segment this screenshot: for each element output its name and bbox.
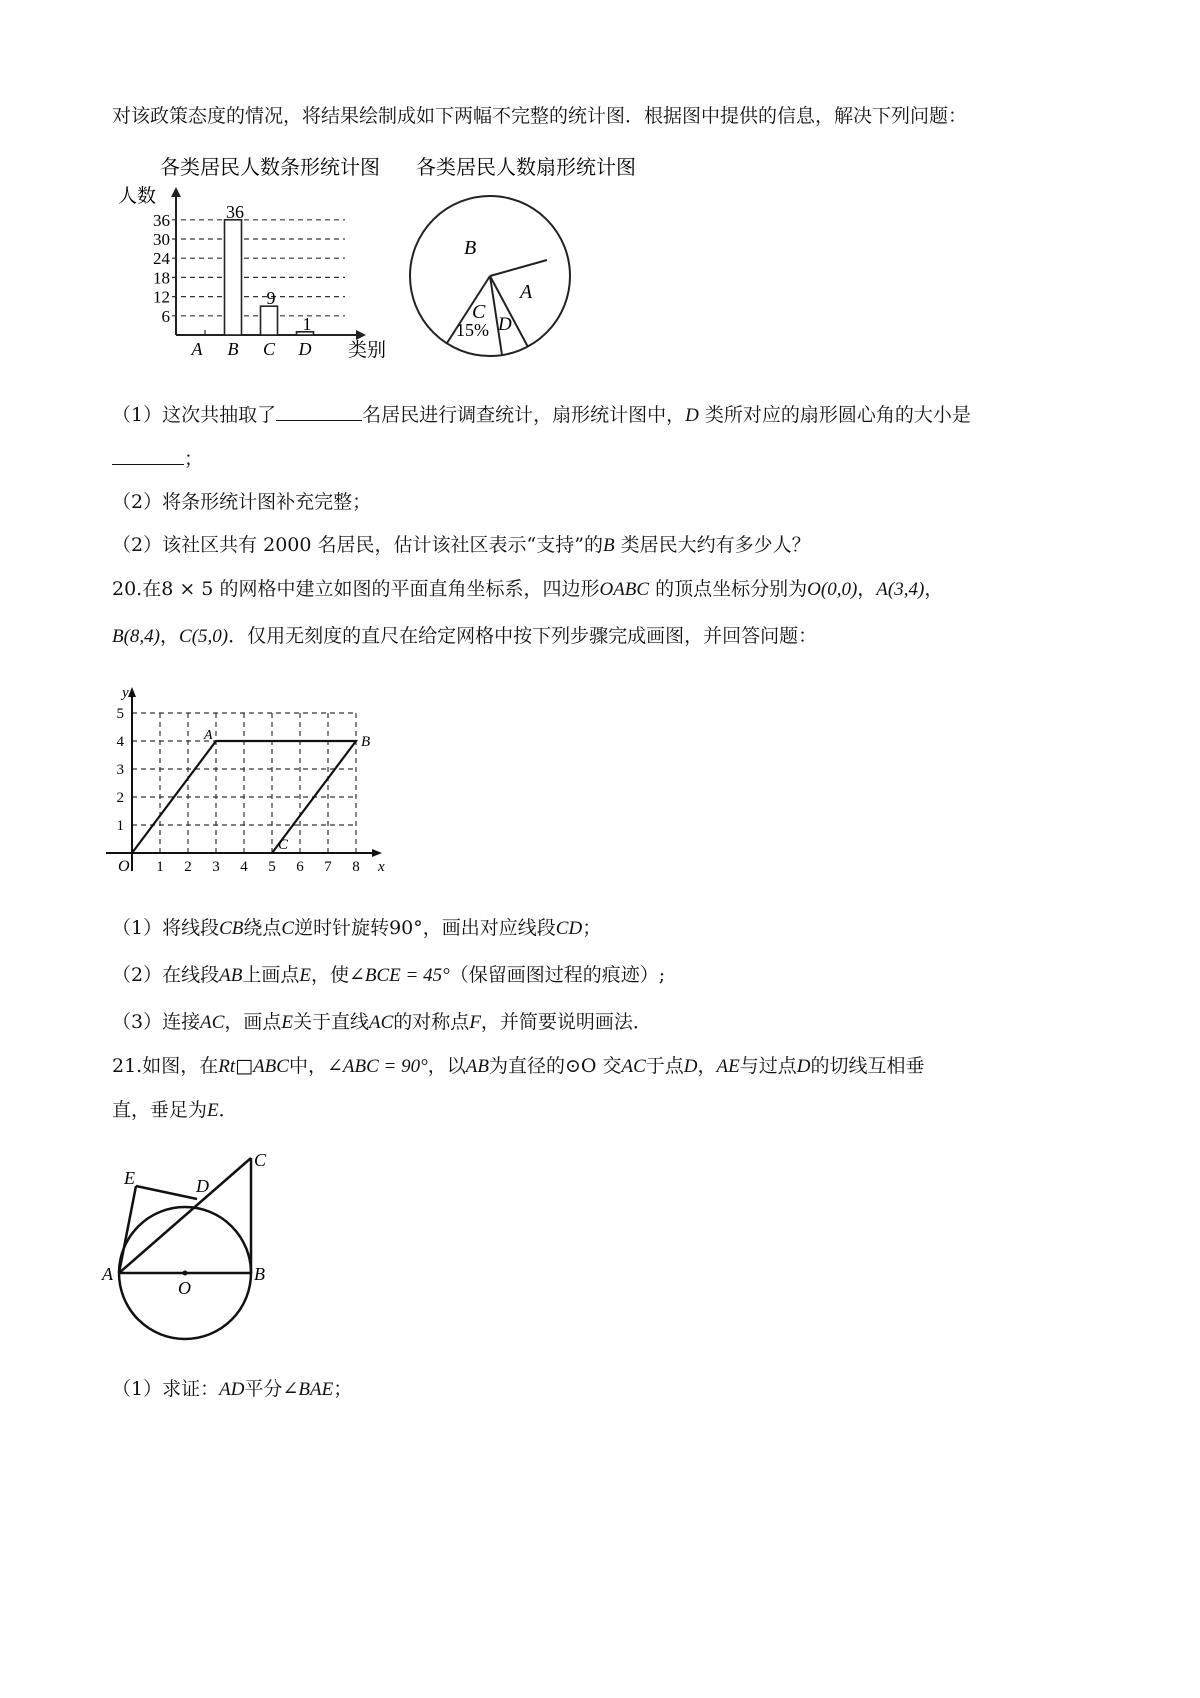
bar-y-tick-label: 30	[153, 230, 170, 249]
q20-s2-part-5: ∠BCE = 45°	[348, 965, 450, 986]
x-axis-arrow	[372, 849, 382, 857]
x-tick-label: 6	[296, 859, 304, 875]
segment-ac	[119, 1158, 251, 1273]
label-b: B	[361, 734, 371, 750]
q19-p3	[112, 533, 811, 558]
label-a: A	[204, 728, 213, 743]
bar-y-axis-arrow	[171, 187, 181, 197]
q20-text-c: 的顶点坐标分别为	[655, 578, 808, 600]
q20-text-a: 20.在	[112, 578, 162, 600]
bar-x-tick-label: B	[227, 339, 239, 359]
q20-step1	[112, 916, 601, 941]
q20-s3-part-7: F	[469, 1012, 481, 1033]
q19-p1-blank-2[interactable]	[112, 446, 184, 465]
q20-s3-part-1: AC	[200, 1012, 225, 1033]
y-tick-label: 2	[116, 790, 124, 806]
bar-x-tick-label: A	[191, 339, 203, 359]
q19-p1-cont	[112, 446, 203, 471]
q20-s2-part-4: ，使	[310, 964, 349, 986]
bar-chart-ylabel: 人数	[118, 185, 157, 207]
q21-l1-part-4: 中，	[288, 1055, 327, 1077]
bar-y-tick-label: 12	[153, 287, 170, 307]
q19-p3-text-a: （2）该社区共有 2000 名居民，估计该社区表示“支持”的	[112, 534, 603, 556]
q20-s1-part-8: ；	[582, 917, 602, 939]
bar-y-tick-label: 24	[153, 249, 170, 269]
q20-grid-size: 8 × 5	[161, 578, 214, 600]
q21-l1-part-6: ，以	[427, 1055, 466, 1077]
q21-l1-part-0: 21.如图，在	[112, 1055, 219, 1077]
q20-s3-part-8: ，并简要说明画法．	[480, 1011, 652, 1033]
q20-coord-o: O(0,0)	[807, 579, 858, 600]
x-tick-label: 4	[240, 859, 248, 875]
q20-s1-part-1: CB	[219, 918, 244, 939]
bar-data-label: 9	[266, 288, 276, 309]
y-tick-label: 3	[116, 762, 124, 778]
q21-s1-part-2: 平分	[244, 1378, 283, 1400]
q20-s2-part-3: E	[299, 965, 311, 986]
label-e: E	[124, 1168, 135, 1188]
pie-annotation-c: 15%	[456, 320, 489, 340]
q19-p1-text-b: 名居民进行调查统计，扇形统计图中，	[362, 404, 686, 426]
q21-s1-part-4: ；	[333, 1378, 353, 1400]
y-tick-label: 4	[116, 734, 124, 750]
q20-s1-part-3: C	[281, 918, 295, 939]
q21-l1-part-5: ∠ABC = 90°	[326, 1056, 428, 1077]
q20-s2-part-2: 上画点	[242, 964, 300, 986]
q21-step1	[112, 1377, 352, 1402]
q19-p1-end: ；	[184, 448, 204, 470]
label-b: B	[254, 1264, 265, 1284]
bar-x-tick-label: C	[262, 339, 276, 359]
pie-sector-line-4	[490, 260, 547, 276]
q21-l1-part-8: 为直径的⊙O 交	[488, 1055, 622, 1077]
q20-coord-c: C(5,0)	[179, 626, 229, 647]
q20-quad: OABC	[599, 579, 650, 600]
label-a: A	[102, 1264, 113, 1284]
q20-s3-part-2: ，画点	[224, 1011, 282, 1033]
q20-coord-a: A(3,4)	[876, 579, 925, 600]
q20-s1-part-6: ，画出对应线段	[422, 917, 556, 939]
q19-p1-text-a: （1）这次共抽取了	[112, 404, 277, 426]
q19-p3-var-b: B	[602, 535, 615, 556]
coordinate-grid-figure	[100, 665, 400, 885]
q21-l2-part-1: E	[207, 1100, 219, 1121]
q20-s2-part-0: （2）在线段	[112, 964, 220, 986]
pie-chart	[400, 150, 700, 400]
bar-x-tick-label: D	[298, 339, 312, 359]
label-o: O	[178, 1278, 191, 1298]
bar-chart-xlabel: 类别	[348, 339, 387, 361]
q20-s1-part-5: 90°	[389, 917, 423, 939]
bar-b	[225, 220, 242, 335]
q21-l2-part-2: ．	[218, 1099, 238, 1121]
q21-l2-part-0: 直，垂足为	[112, 1099, 208, 1121]
q21-s1-part-0: （1）求证：	[112, 1378, 220, 1400]
x-tick-label: 8	[352, 859, 360, 875]
label-d: D	[196, 1176, 209, 1196]
bar-chart	[100, 150, 440, 400]
grid-lines	[132, 713, 356, 853]
x-tick-label: 1	[156, 859, 164, 875]
q20-s2-part-1: AB	[219, 965, 243, 986]
pie-label-c: C	[472, 301, 486, 323]
y-tick-label: 1	[116, 818, 124, 834]
q21-line1	[112, 1054, 925, 1079]
q21-l1-part-16: 的切线互相垂	[810, 1055, 925, 1077]
q20-coord-b: B(8,4)	[112, 626, 161, 647]
label-o: O	[118, 858, 130, 875]
pie-label-a: A	[520, 281, 533, 303]
pie-chart-title: 各类居民人数扇形统计图	[416, 155, 636, 179]
q21-l1-part-14: 与过点	[739, 1055, 797, 1077]
bar-chart-title: 各类居民人数条形统计图	[160, 155, 380, 179]
q21-l1-part-7: AB	[465, 1056, 489, 1077]
bar-data-label: 1	[302, 313, 312, 334]
q20-s3-part-3: E	[281, 1012, 293, 1033]
q21-l1-part-1: Rt	[218, 1056, 236, 1077]
q19-p1-text-c: 类所对应的扇形圆心角的大小是	[704, 404, 971, 426]
q20-s1-part-0: （1）将线段	[112, 917, 220, 939]
x-tick-label: 7	[324, 859, 332, 875]
q21-s1-part-3: ∠BAE	[282, 1379, 334, 1400]
q21-s1-part-1: AD	[219, 1379, 245, 1400]
q20-s1-part-7: CD	[555, 918, 583, 939]
label-c: C	[278, 837, 289, 853]
y-axis-label: y	[122, 685, 129, 701]
q20-s3-part-4: 关于直线	[293, 1011, 370, 1033]
q20-s3-part-5: AC	[369, 1012, 394, 1033]
q19-p1-blank-1[interactable]	[276, 402, 362, 421]
pie-label-b: B	[464, 237, 477, 259]
q20-line2: B(8,4)，C(5,0)．仅用无刻度的直尺在给定网格中按下列步骤完成画图，并回答问题：	[112, 625, 818, 647]
q19-p3-text-c: 类居民大约有多少人？	[620, 534, 811, 556]
bar-chart-grid	[153, 211, 345, 326]
x-tick-label: 3	[212, 859, 220, 875]
segment-ed	[136, 1186, 197, 1199]
x-tick-label: 2	[184, 859, 192, 875]
bar-y-tick-label: 36	[153, 210, 170, 230]
q20-s3-part-6: 的对称点	[393, 1011, 470, 1033]
q21-l1-part-2: □	[235, 1055, 254, 1077]
q21-l1-part-3: ABC	[253, 1056, 289, 1077]
q21-l1-part-12: ，	[697, 1055, 717, 1077]
intro-text: 对该政策态度的情况，将结果绘制成如下两幅不完整的统计图．根据图中提供的信息，解决下列问题：	[112, 105, 968, 127]
q20-step3	[112, 1010, 652, 1035]
q21-l1-part-9: AC	[621, 1056, 646, 1077]
label-c: C	[254, 1150, 267, 1170]
bar-y-tick-label: 6	[161, 306, 170, 326]
q19-p2: （2）将条形统计图补充完整；	[112, 491, 372, 513]
q20-step2	[112, 963, 665, 988]
circle-figure	[100, 1140, 300, 1370]
q20-text-d: ．仅用无刻度的直尺在给定网格中按下列步骤完成画图，并回答问题：	[228, 625, 818, 647]
q20-s3-part-0: （3）连接	[112, 1011, 201, 1033]
q21-l1-part-11: D	[683, 1056, 698, 1077]
q19-p1	[112, 402, 971, 428]
center-point-o	[183, 1271, 188, 1276]
q21-line2	[112, 1098, 238, 1123]
bar-data-label: 36	[226, 201, 244, 222]
pie-label-d: D	[498, 314, 512, 335]
y-axis-arrow	[128, 687, 136, 697]
q20-line1: 20.在8 × 5 的网格中建立如图的平面直角坐标系，四边形OABC 的顶点坐标分别为O(0,0)，A(3,4)，	[112, 578, 944, 600]
q20-s1-part-4: 逆时针旋转	[294, 917, 390, 939]
q21-l1-part-10: 于点	[645, 1055, 684, 1077]
q20-s1-part-2: 绕点	[243, 917, 282, 939]
q21-l1-part-13: AE	[716, 1056, 740, 1077]
q21-l1-part-15: D	[796, 1056, 811, 1077]
q20-s2-part-6: （保留画图过程的痕迹）;	[449, 964, 666, 986]
x-tick-label: 5	[268, 859, 276, 875]
q19-p1-var-d: D	[685, 405, 699, 426]
q20-text-b: 的网格中建立如图的平面直角坐标系，四边形	[219, 578, 600, 600]
x-axis-label: x	[378, 859, 385, 875]
y-tick-label: 5	[116, 706, 124, 722]
bar-y-tick-label: 18	[153, 268, 170, 288]
bar-c	[261, 306, 278, 335]
